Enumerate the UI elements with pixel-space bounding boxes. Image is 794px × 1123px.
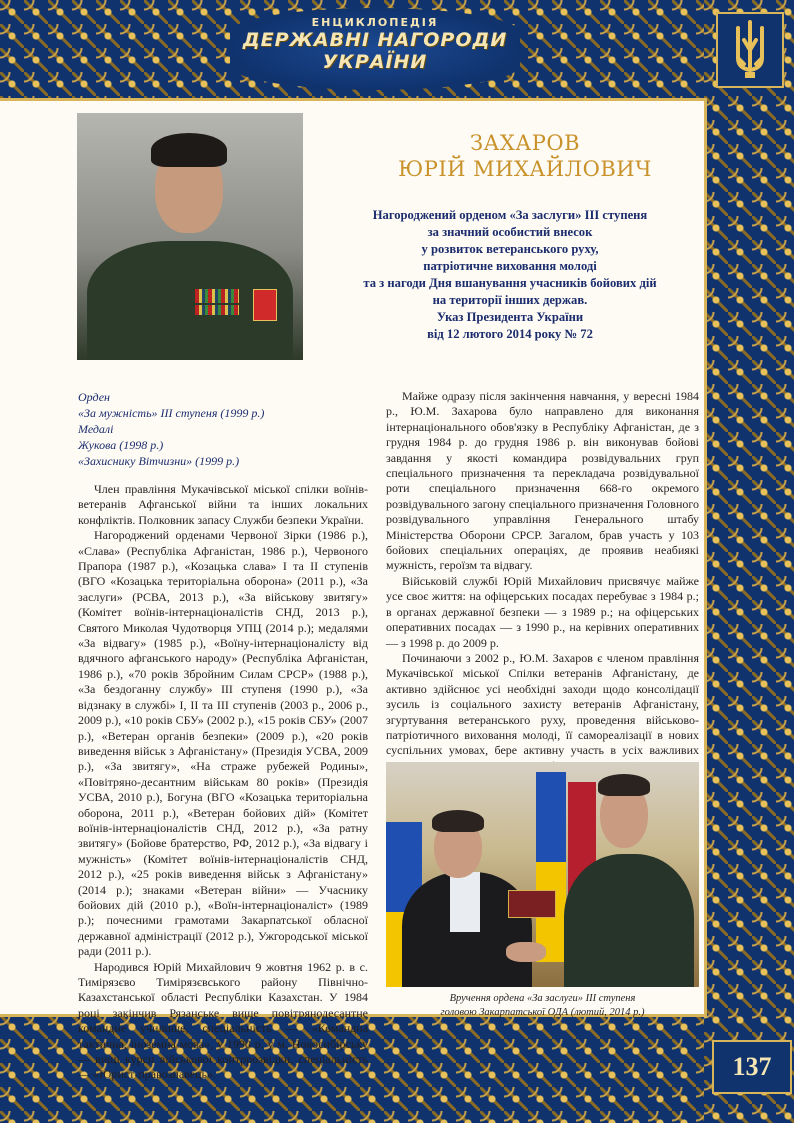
- orders-item: Жукова (1998 р.): [78, 438, 164, 452]
- orders-item: «Захиснику Вітчизни» (1999 р.): [78, 454, 240, 468]
- paragraph: Нагороджений орденами Червоної Зірки (1986 р.), «Слава» (Республіка Афганістан, 1986 р.), Червоного Прапора (1987 р.), «Козацька слава» І та ІІ ступенів (ВГО «Козацька територіальна оборона» (2011 р.), «За заслуги» (РСВА, 2013 р.), «За військову звитягу» (Комітет воїнів-інтернаціоналістів СНД, 2013 р.), Святого Миколая Чудотворця УПЦ (2014 р.); медалями «За відвагу» (1985 р.), «Воїну-інтернаціоналісту від вдячного афганського народу» (Республіка Афганістан, 1986 р.), «70 років Збройним Силам СРСР» (1988 р.), «За бездоганну службу» ІІІ ступеня (1990 р.), «За відзнаку в службі» І, ІІ та ІІІ ступенів (2003 р., 2006 р., 2009 р.), «10 років СБУ» (2002 р.), «15 років СБУ» (2007 р.), «Ветеран органів безпеки» (2009 р.), «20 років виведення військ з Афганістану» (Президія УСВА, 2009 р.), «За звитягу», «На страже рубежей Родины», «Повітряно-десантним військам 80 років» (Президія УСВА, 2010 р.), Богуна (ВГО «Козацька територіальна оборона, 2011 р.), «Ветеран бойових дій» (Комітет воїнів-інтернаціоналістів СНД, 2012 р.), «За ратну звитягу» (Бойове братерство, РФ, 2012 р.), «За відвагу і мужність» (Комітет воїнів-інтернаціоналістів СНД, 2012 р.), «25 років виведення військ з Афганістану» (2014 р.); знаками «Ветеран війни» — Учаснику бойових дій (2010 р.), «Воїн-інтернаціоналіст» (1989 р.); почесними грамотами Закарпатської обласної державної адміністрації (2012 р.), Ужгородської міської ради (2011 р.).: [78, 528, 368, 959]
- orders-list: [78, 389, 338, 469]
- person-given-name: ЮРІЙ МИХАЙЛОВИЧ: [398, 157, 652, 181]
- award-line: та з нагоди Дня вшанування учасників бойових дій: [363, 276, 657, 290]
- award-line: на території інших держав.: [432, 293, 588, 307]
- divider: [0, 98, 706, 101]
- orders-item: «За мужність» ІІІ ступеня (1999 р.): [78, 406, 265, 420]
- award-line: від 12 лютого 2014 року № 72: [427, 327, 593, 341]
- caption-line: Вручення ордена «За заслуги» ІІІ ступеня: [449, 993, 636, 1004]
- orders-item: Медалі: [78, 422, 114, 436]
- caption-line: головою Закарпатської ОДА (лютий, 2014 р.): [440, 1007, 645, 1018]
- paragraph: Народився Юрій Михайлович 9 жовтня 1962 р. в с. Тимірязєво Тимірязєвського району Північно-Казахстанської області Республіки Казахстан. У 1984 році закінчив Рязанське вище повітрянодесантне командне училище, спеціальність — «Командна тактична, іноземна мова», у 1990 р. у м. Новосибірську — вищі курси військової контррозвідки, спеціальність — «Юрист-правознавець».: [78, 959, 368, 1082]
- award-line: Нагороджений орденом «За заслуги» ІІІ ступеня: [372, 208, 648, 222]
- award-line: у розвиток ветеранського руху,: [421, 242, 599, 256]
- paragraph: Починаючи з 2002 р., Ю.М. Захаров є членом правління Мукачівської міської Спілки ветеранів Афганістану, де активно здійснює усі необхідні заходи щодо консолідації зусиль із соціального захисту ветеранів Афганістану, згуртування ветеранського руху, проведення військово-патріотичного виховання молоді, її самореалізації в нових суспільних умовах, бере активну участь в усіх важливих: [386, 650, 699, 758]
- orders-item: Орден: [78, 390, 111, 404]
- header-title-line2: УКРАЇНИ: [322, 51, 428, 73]
- left-text-column: [78, 482, 368, 1083]
- person-name: [330, 130, 720, 182]
- award-line: патріотичне виховання молоді: [423, 259, 597, 273]
- trident-icon: [716, 12, 784, 88]
- right-text-column: [386, 389, 699, 805]
- encyclopedia-label: ЕНЦИКЛОПЕДІЯ: [311, 16, 439, 29]
- award-description: [340, 207, 680, 343]
- page-number: 137: [712, 1040, 792, 1094]
- photo-caption: [386, 992, 699, 1020]
- ceremony-photo: [386, 762, 699, 987]
- award-line: за значний особистий внесок: [427, 225, 593, 239]
- person-surname: ЗАХАРОВ: [469, 131, 581, 155]
- paragraph: Військовій службі Юрій Михайлович присвячує майже усе своє життя: на офіцерських посадах перебуває з 1984 р.; в органах державної безпеки — з 1989 р.; на офіцерських оперативних посадах — з 1990 р., на керівних оперативних — з 1998 р. до 2009 р.: [386, 573, 699, 650]
- paragraph: Член правління Мукачівської міської спілки воїнів-ветеранів Афганської війни та інших локальних конфліктів. Полковник запасу Служби безпеки України.: [78, 482, 368, 527]
- paragraph: Майже одразу після закінчення навчання, у вересні 1984 р., Ю.М. Захарова було направлено для виконання інтернаціонального обов'язку в Республіку Афганістан, де з грудня 1984 р. до грудня 1986 р. він виконував бойові завдання у якості командира розвідувальних груп спеціального призначення та перекладача розвідувальної роти спеціального призначення 668-го окремого розвідувального загону спеціального призначення Головного розвідувального управління Генерального штабу Міністерства Оборони СРСР. Загалом, брав участь у 103 бойових спеціальних операціях, де проявив неабиякі мужність, героїзм та відвагу.: [386, 389, 699, 573]
- divider: [704, 98, 707, 1018]
- header-title-line1: ДЕРЖАВНІ НАГОРОДИ: [242, 29, 508, 51]
- header-title-plate: [230, 8, 520, 90]
- portrait-photo: [77, 113, 303, 360]
- award-line: Указ Президента України: [436, 310, 584, 324]
